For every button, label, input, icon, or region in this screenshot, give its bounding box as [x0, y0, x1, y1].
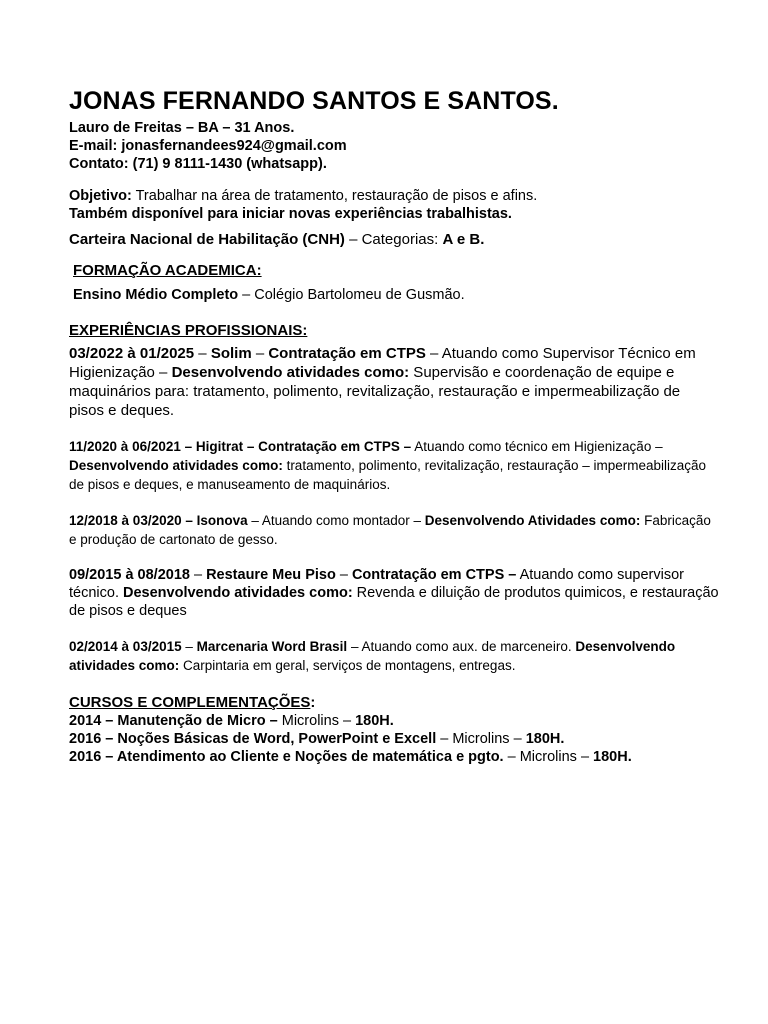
bold-text-run: Objetivo:: [69, 188, 132, 204]
text-run: –: [194, 345, 211, 362]
license-line: [69, 230, 719, 249]
text-run: Microlins –: [277, 713, 356, 729]
location-age: Lauro de Freitas – BA – 31 Anos.: [69, 120, 295, 136]
education-heading: FORMAÇÃO ACADEMICA:: [73, 262, 262, 279]
bold-text-run: 12/2018 à 03/2020 – Isonova: [69, 513, 248, 528]
text-run: Atuando como técnico em Higienização –: [411, 439, 663, 454]
resume-content: [69, 86, 719, 766]
bold-text-run: 2016 – Noções Básicas de Word, PowerPoint e Excell: [69, 731, 437, 747]
courses-heading: [69, 693, 719, 712]
job-entry: [69, 637, 719, 675]
text-run: –: [251, 345, 269, 362]
text-run: Supervisão e coordenação de equipe e maquinários para: tratamento, polimento, revitalização, restauração e impermeabilização de pisos e deques.: [69, 364, 681, 419]
text-run: –: [181, 639, 197, 654]
experience-heading: EXPERIÊNCIAS PROFISSIONAIS:: [69, 322, 308, 339]
job-entry: [69, 566, 719, 620]
job-entry: [69, 511, 719, 549]
text-run: –: [189, 567, 207, 583]
bold-text-run: Restaure Meu Piso: [206, 567, 336, 583]
text-run: Fabricação e produção de cartonato de gesso.: [69, 513, 711, 547]
bold-text-run: 180H.: [355, 713, 394, 729]
text-run: Carpintaria em geral, serviços de montagens, entregas.: [179, 658, 516, 673]
job-entry: [69, 344, 719, 420]
bold-text-run: Desenvolvendo atividades como:: [69, 639, 676, 673]
bold-text-run: Contratação em CTPS –: [351, 567, 517, 583]
availability-line: Também disponível para iniciar novas experiências trabalhistas.: [69, 206, 512, 222]
course-item: [69, 712, 719, 730]
bold-text-run: Contratação em CTPS: [268, 345, 426, 362]
text-run: – Microlins –: [503, 749, 594, 765]
bold-text-run: 11/2020 à 06/2021 – Higitrat – Contratação em CTPS –: [69, 439, 412, 454]
text-run: –: [335, 567, 352, 583]
bold-text-run: 02/2014 à 03/2015: [69, 639, 182, 654]
bold-text-run: A e B.: [442, 231, 485, 248]
bold-text-run: 09/2015 à 08/2018: [69, 567, 190, 583]
education-entry: [73, 286, 719, 304]
courses-heading-colon: :: [310, 694, 316, 711]
bold-text-run: 2016 – Atendimento ao Cliente e Noções de matemática e pgto.: [69, 749, 504, 765]
text-run: – Atuando como montador –: [247, 513, 425, 528]
course-item: [69, 748, 719, 766]
bold-text-run: Desenvolvendo atividades como:: [123, 585, 353, 601]
text-run: – Categorias:: [344, 231, 443, 248]
resume-name: JONAS FERNANDO SANTOS E SANTOS.: [69, 87, 559, 115]
bold-text-run: Ensino Médio Completo: [73, 287, 239, 303]
text-run: Atuando como supervisor técnico.: [69, 567, 684, 601]
text-run: tratamento, polimento, revitalização, restauração – impermeabilização de pisos e deques, e manuseamento de maquinários.: [69, 458, 707, 492]
text-run: Trabalhar na área de tratamento, restauração de pisos e afins.: [131, 188, 538, 204]
bold-text-run: 180H.: [525, 731, 565, 747]
objective-line: [69, 187, 719, 205]
course-item: [69, 730, 719, 748]
bold-text-run: Carteira Nacional de Habilitação (CNH): [69, 231, 345, 248]
text-run: – Atuando como Supervisor Técnico em Higienização –: [69, 345, 696, 381]
text-run: – Colégio Bartolomeu de Gusmão.: [238, 287, 465, 303]
text-run: – Atuando como aux. de marceneiro.: [347, 639, 576, 654]
bold-text-run: Solim: [210, 345, 252, 362]
courses-heading-text: CURSOS E COMPLEMENTAÇÕES: [69, 694, 311, 711]
bold-text-run: 180H.: [593, 749, 632, 765]
bold-text-run: 03/2022 à 01/2025: [69, 345, 195, 362]
contact-line: Contato: (71) 9 8111-1430 (whatsapp).: [69, 156, 327, 172]
bold-text-run: Desenvolvendo Atividades como:: [424, 513, 641, 528]
job-entry: [69, 437, 719, 494]
text-run: Revenda e diluição de produtos quimicos, e restauração de pisos e deques: [69, 585, 719, 619]
email-line: E-mail: jonasfernandees924@gmail.com: [69, 138, 347, 154]
bold-text-run: Marcenaria Word Brasil: [196, 639, 348, 654]
bold-text-run: 2014 – Manutenção de Micro –: [69, 713, 278, 729]
bold-text-run: Desenvolvendo atividades como:: [171, 364, 410, 381]
text-run: – Microlins –: [436, 731, 526, 747]
bold-text-run: Desenvolvendo atividades como:: [69, 458, 283, 473]
